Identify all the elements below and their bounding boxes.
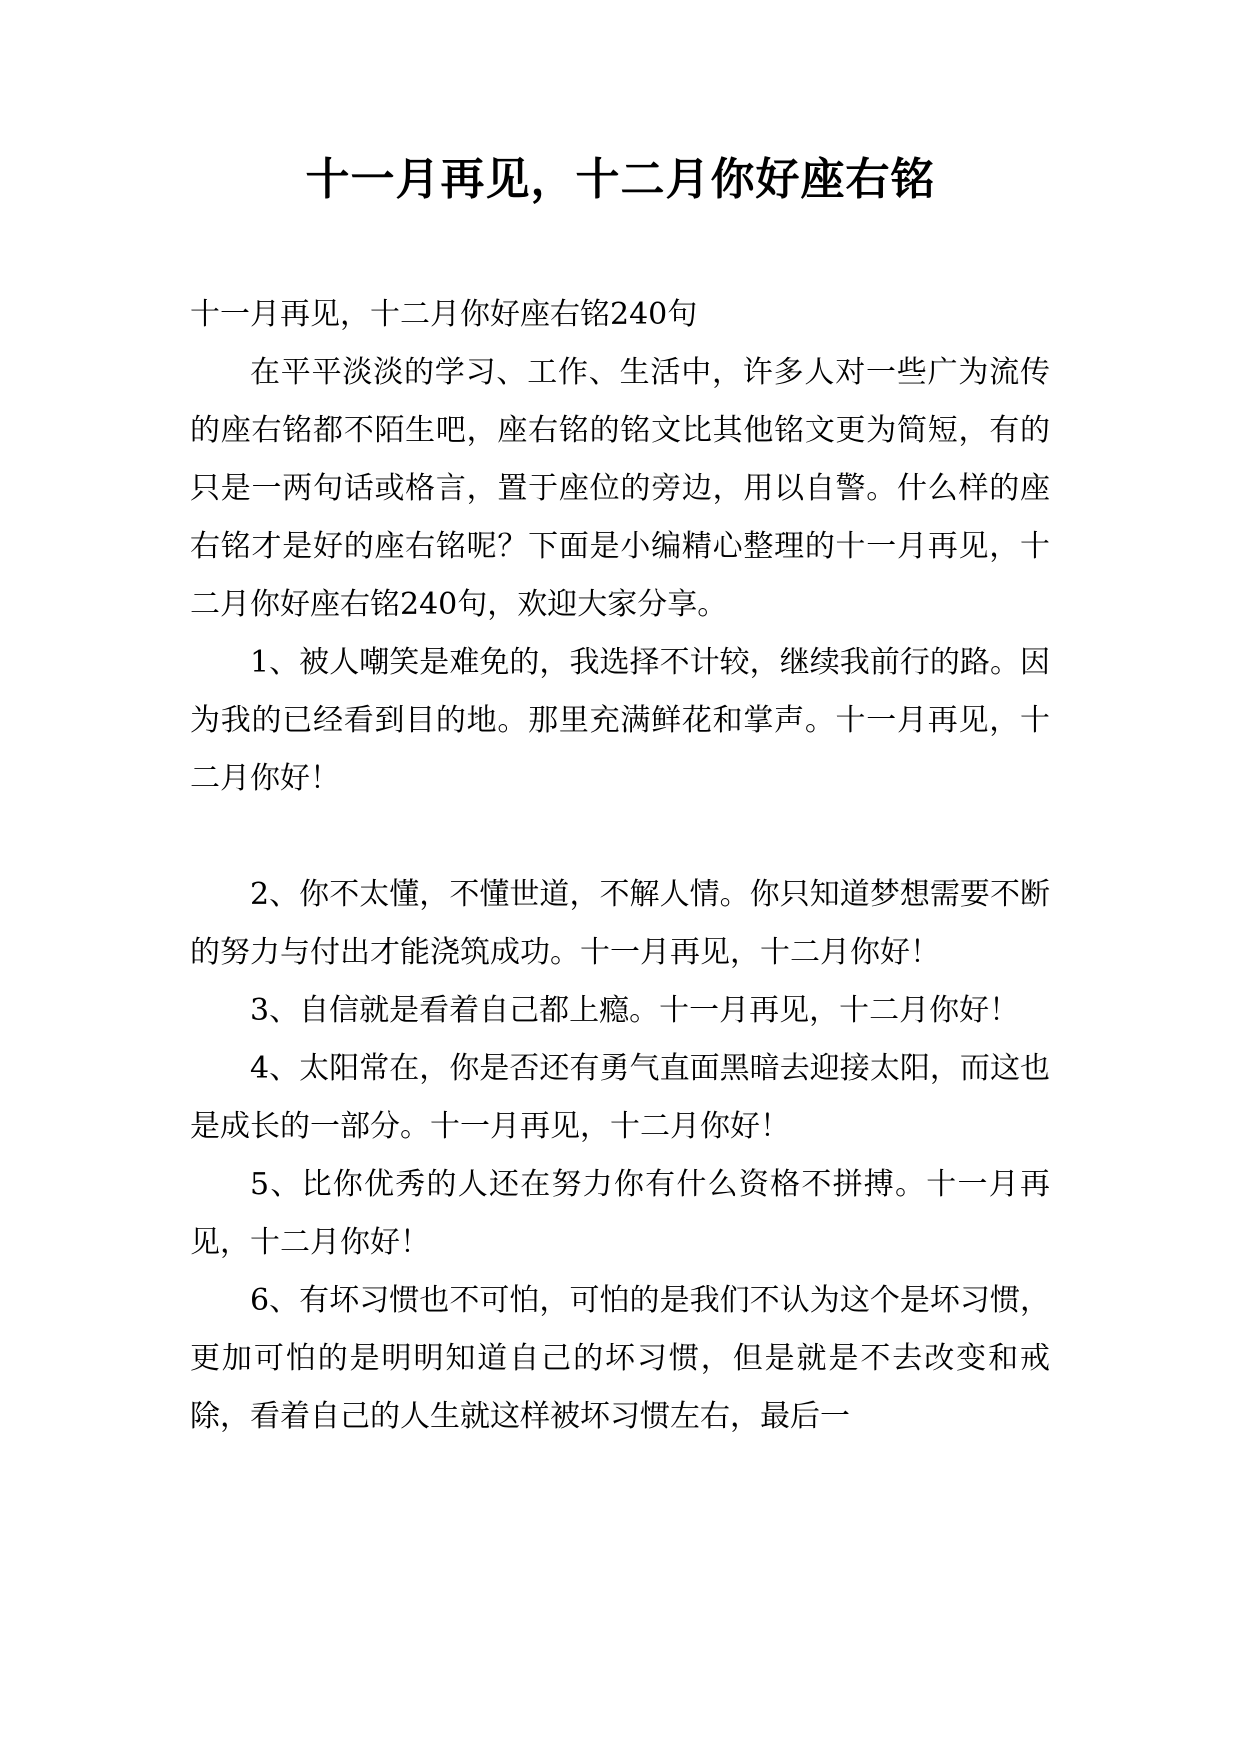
list-item-2: 2、你不太懂，不懂世道，不解人情。你只知道梦想需要不断的努力与付出才能浇筑成功。十一月再见，十二月你好！ <box>190 877 1050 970</box>
document-subtitle: 十一月再见，十二月你好座右铭240句 <box>190 297 698 332</box>
list-item-1: 1、被人嘲笑是难免的，我选择不计较，继续我前行的路。因为我的已经看到目的地。那里充满鲜花和掌声。十一月再见，十二月你好！ <box>190 645 1050 796</box>
document-title: 十一月再见，十二月你好座右铭 <box>305 154 936 205</box>
document-body <box>190 286 1050 1446</box>
list-item-3: 3、自信就是看着自己都上瘾。十一月再见，十二月你好！ <box>250 993 1020 1028</box>
paragraph-gap <box>190 808 1050 866</box>
list-item-4: 4、太阳常在，你是否还有勇气直面黑暗去迎接太阳，而这也是成长的一部分。十一月再见，十二月你好！ <box>190 1051 1050 1144</box>
list-item-6: 6、有坏习惯也不可怕，可怕的是我们不认为这个是坏习惯，更加可怕的是明明知道自己的坏习惯，但是就是不去改变和戒除，看着自己的人生就这样被坏习惯左右，最后一 <box>190 1283 1050 1434</box>
intro-paragraph: 在平平淡淡的学习、工作、生活中，许多人对一些广为流传的座右铭都不陌生吧，座右铭的铭文比其他铭文更为简短，有的只是一两句话或格言，置于座位的旁边，用以自警。什么样的座右铭才是好的座右铭呢？下面是小编精心整理的十一月再见，十二月你好座右铭240句，欢迎大家分享。 <box>190 355 1050 622</box>
list-item-5: 5、比你优秀的人还在努力你有什么资格不拼搏。十一月再见，十二月你好！ <box>190 1167 1050 1260</box>
